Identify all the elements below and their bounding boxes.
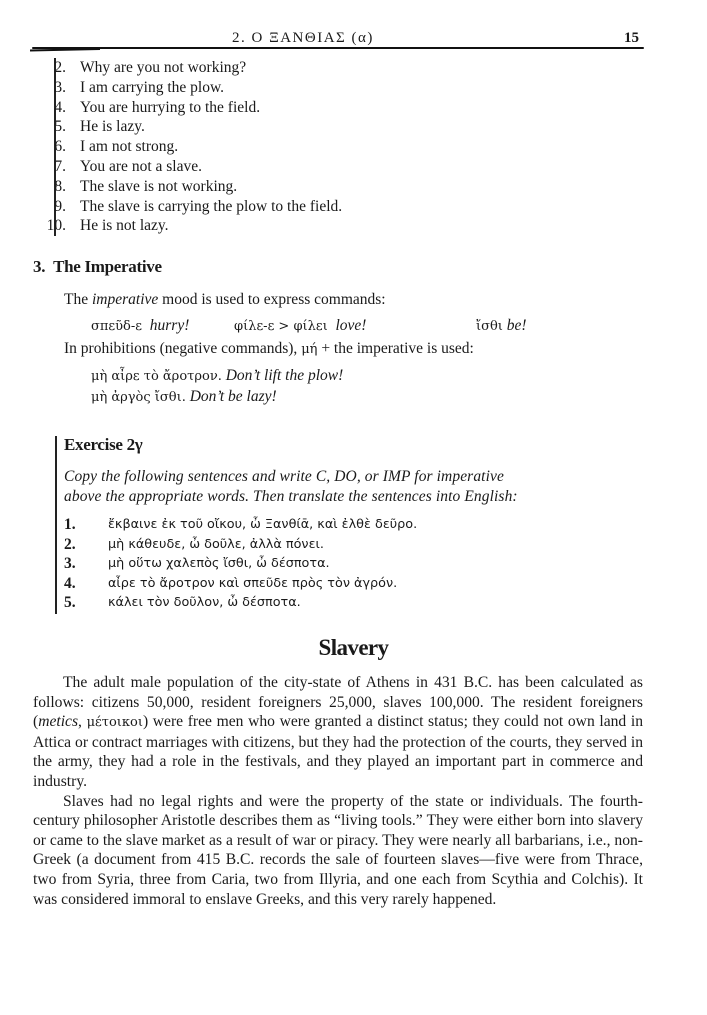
list-item: 10. He is not lazy.	[46, 217, 169, 235]
header-rule	[32, 47, 644, 49]
section-heading: 3. The Imperative	[33, 257, 162, 276]
essay-body	[33, 673, 643, 909]
list-item: 4. αἶρε τὸ ἄροτρον καὶ σπεῦδε πρὸς τὸν ἀγρόν.	[64, 574, 398, 592]
list-item: 7. You are not a slave.	[54, 157, 202, 175]
exercise-list	[64, 515, 417, 613]
exercise-heading: Exercise 2γ	[64, 435, 143, 454]
example: σπεῦδ-ε hurry!	[91, 317, 190, 334]
prohibition-examples	[91, 366, 343, 408]
exercise-instructions: Copy the following sentences and write C, DO, or IMP for imperative above the appropriate words. Then translate the sentences into English:	[64, 468, 518, 505]
imperative-intro: The imperative mood is used to express commands:	[64, 291, 386, 308]
example: φίλε-ε > φίλει love!	[234, 317, 367, 334]
list-item: 3. μὴ οὕτω χαλεπὸς ἴσθι, ὦ δέσποτα.	[64, 555, 330, 573]
prohibition-example: μὴ αἶρε τὸ ἄροτρον. Don’t lift the plow!	[91, 367, 344, 384]
page-number: 15	[624, 30, 639, 46]
list-item: 5. κάλει τὸν δοῦλον, ὦ δέσποτα.	[64, 594, 301, 612]
prohibition-example: μὴ ἀργὸς ἴσθι. Don’t be lazy!	[91, 387, 277, 405]
list-item: 3. I am carrying the plow.	[54, 78, 225, 96]
example: ἴσθι be!	[476, 317, 527, 334]
list-item: 9. The slave is carrying the plow to the field.	[54, 197, 343, 215]
translation-list	[38, 58, 342, 236]
list-item: 4. You are hurrying to the field.	[54, 98, 261, 116]
exercise-margin-bar	[55, 436, 57, 614]
chapter-title: 2. Ο ΞΑΝΘΙΑΣ (α)	[232, 30, 374, 46]
list-item: 8. The slave is not working.	[54, 177, 238, 195]
running-header	[0, 26, 707, 46]
essay-paragraph: The adult male population of the city-state of Athens in 431 B.C. has been calculated as follows: citizens 50,000, resident foreigners 25,000, slaves 100,000. The resident foreigners (metics, μέτοικοι) were free men who were granted a distinct status; they could not own land in Attica or contract marriages with citizens, but they had the protection of the courts, they served in the army, they had a role in the festivals, and they played an important part in commerce and industry.	[33, 674, 644, 790]
list-item: 2. μὴ κάθευδε, ὦ δοῦλε, ἀλλὰ πόνει.	[64, 535, 324, 553]
list-item: 6. I am not strong.	[54, 138, 179, 156]
essay-title: Slavery	[318, 635, 389, 660]
list-item: 1. ἔκβαινε ἐκ τοῦ οἴκου, ὦ Ξανθίᾱ, καὶ ἐλθὲ δεῦρο.	[64, 516, 418, 533]
list-item: 2. Why are you not working?	[54, 59, 247, 76]
prohibition-intro: In prohibitions (negative commands), μή + the imperative is used:	[64, 340, 474, 357]
list-item: 5. He is lazy.	[54, 118, 145, 136]
essay-paragraph: Slaves had no legal rights and were the property of the state or individuals. The fourth-century philosopher Aristotle describes them as “living tools.” They were either born into slavery or came to the slave market as a result of war or piracy. They were nearly all barbarians, i.e., non-Greek (a document from 415 B.C. records the sale of fourteen slaves—five were from Thrace, two from Syria, three from Caria, two from Illyria, and one each from Scythia and Colchis). It was considered immoral to enslave Greeks, and this very rarely happened.	[33, 792, 643, 908]
